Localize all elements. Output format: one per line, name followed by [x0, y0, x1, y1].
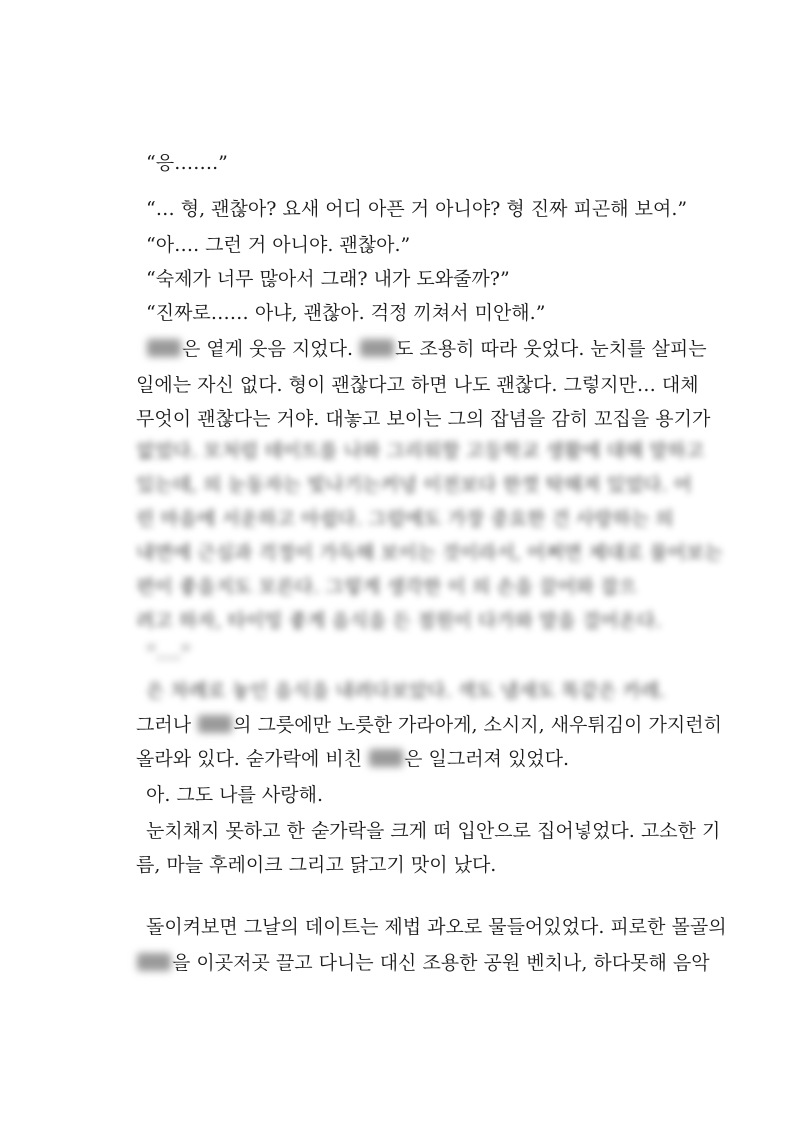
blurred-paragraph-line: 린 마음에 서운하고 아쉽다. 그럼에도 가장 중요한 건 사랑하는 의 [136, 508, 674, 530]
paragraph-line: 무엇이 괜찮다는 거야. 대놓고 보이는 그의 잡념을 감히 꼬집을 용기가 [136, 408, 711, 430]
paragraph-line: 아. 그도 나를 사랑해. [146, 784, 324, 806]
paragraph-line: 름, 마늘 후레이크 그리고 닭고기 맛이 났다. [136, 854, 497, 876]
blurred-paragraph-line: 없었다. 모처럼 데이트를 나와 그리워할 고등학교 생활에 대해 말하고 [136, 440, 705, 462]
redacted-name [147, 339, 181, 357]
dialogue-line: “진짜로…… 아냐, 괜찮아. 걱정 끼쳐서 미안해.” [146, 302, 546, 324]
paragraph-line: 돌이켜보면 그날의 데이트는 제법 과오로 물들어있었다. 피로한 몰골의 [146, 916, 727, 938]
redacted-name [360, 339, 394, 357]
paragraph-line: 눈치채지 못하고 한 숟가락을 크게 떠 입안으로 집어넣었다. 고소한 기 [146, 820, 721, 842]
paragraph-line: 그러나 의 그릇에만 노릇한 가라아게, 소시지, 새우튀김이 가지런히 [136, 714, 722, 736]
paragraph-line: 일에는 자신 없다. 형이 괜찮다고 하면 나도 괜찮다. 그렇지만… 대체 [136, 374, 699, 396]
blurred-paragraph-line: 편이 좋을지도 모른다. 그렇게 생각한 이 의 손을 끌어와 잡으 [136, 576, 637, 598]
paragraph-line: 을 이곳저곳 끌고 다니는 대신 조용한 공원 벤치나, 하다못해 음악 [136, 950, 800, 976]
redacted-name [137, 953, 171, 971]
paragraph-line: 은 옅게 웃음 지었다. 도 조용히 따라 웃었다. 눈치를 살피는 [146, 336, 800, 362]
redacted-name [369, 749, 403, 767]
blurred-paragraph-line: 려고 하자, 타이밍 좋게 음식을 든 점원이 다가와 말을 걸어온다. [136, 610, 662, 632]
blurred-paragraph-line: 은 차례로 놓인 음식을 내려다보았다. 색도 냄새도 똑같은 카레. [146, 680, 666, 702]
dialogue-line: “… 형, 괜찮아? 요새 어디 아픈 거 아니야? 형 진짜 피곤해 보여.” [146, 198, 688, 220]
blurred-dialogue-line: “….” [146, 642, 191, 664]
dialogue-line: “응…….” [146, 152, 228, 174]
paragraph-line: 올라와 있다. 숟가락에 비친 은 일그러져 있었다. [136, 748, 570, 770]
dialogue-line: “숙제가 너무 많아서 그래? 내가 도와줄까?” [146, 268, 510, 290]
blurred-paragraph-line: 있는데, 의 눈동자는 빛나기는커녕 이전보다 한껏 탁해져 있었다. 어 [136, 474, 692, 496]
redacted-name [198, 715, 232, 733]
dialogue-line: “아…. 그런 거 아니야. 괜찮아.” [146, 234, 411, 256]
blurred-paragraph-line: 내면에 근심과 걱정이 가득해 보이는 것이라서, 어쩌면 제대로 물어보는 [136, 542, 723, 564]
